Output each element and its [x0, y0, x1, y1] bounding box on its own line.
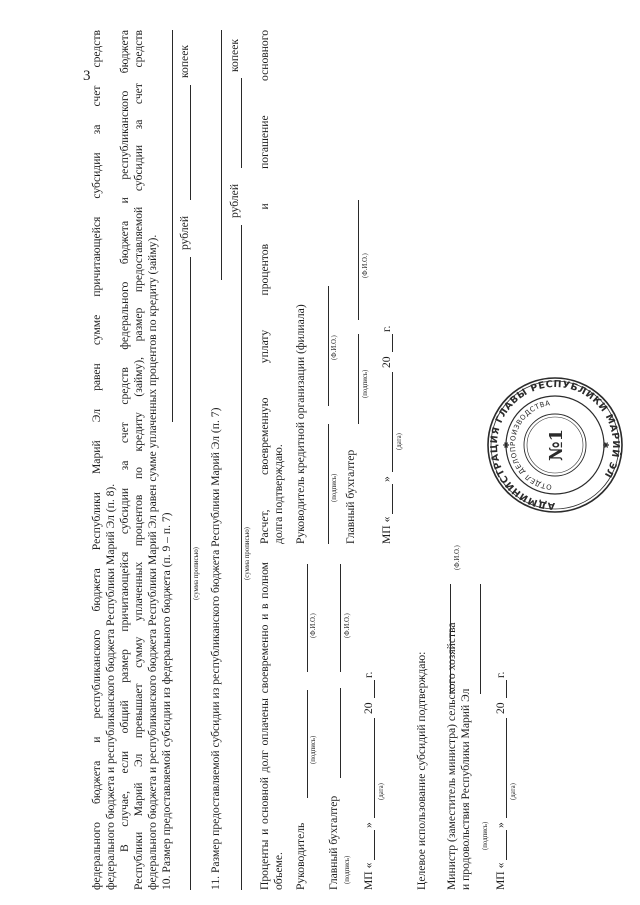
right-year-line	[392, 334, 393, 352]
left-year-prefix: 20	[362, 702, 375, 714]
seal-star-icon-top: ✱	[502, 441, 511, 449]
right-quote: »	[380, 476, 393, 482]
item-11-kop-line	[241, 78, 242, 168]
item-11-rub: рублей	[228, 183, 241, 218]
usage-year-prefix: 20	[494, 702, 507, 714]
right-confirm-1: Расчет, своевременную уплату процентов и погашение основного	[258, 30, 271, 544]
minister-line-1: Министр (заместитель министра) сельского хозяйства	[445, 622, 458, 890]
left-confirm-2: объеме.	[272, 852, 285, 890]
usage-year-suffix: г.	[494, 671, 507, 678]
seal-ring-text: АДМИНИСТРАЦИЯ ГЛАВЫ РЕСПУБЛИКИ МАРИЙ ЭЛ	[488, 378, 622, 512]
left-date-caption: (дата)	[378, 783, 385, 800]
right-acc-fio-line	[358, 200, 359, 320]
seal-star-icon: ✱	[602, 441, 611, 449]
right-head-sign-line	[328, 424, 329, 544]
item-11-line-b	[241, 225, 242, 890]
item-11-caption: (сумма прописью)	[244, 527, 251, 580]
left-head-fio-line	[307, 564, 308, 672]
left-acc-fio-caption: (Ф.И.О.)	[344, 613, 351, 638]
right-head-fio-caption: (Ф.И.О.)	[331, 335, 338, 360]
left-quote: »	[362, 822, 375, 828]
item-10-kop: копеек	[178, 45, 191, 78]
document-body	[90, 30, 640, 890]
para-line-5: федерального бюджета и республиканского бюджета Республики Марий Эл равен сумме уплаченных процентов по кредиту (займу).	[146, 234, 159, 890]
item-11-label: 11. Размер предоставляемой субсидии из республиканского бюджета Республики Марий Эл (п. 7)	[209, 407, 222, 890]
left-mp: МП «	[362, 862, 375, 890]
usage-sign-line	[450, 584, 451, 694]
item-10-caption: (сумма прописью)	[193, 547, 200, 600]
item-10-rub: рублей	[178, 215, 191, 250]
right-acc-sign-caption: (подпись)	[362, 369, 369, 398]
usage-date-caption: (дата)	[510, 783, 517, 800]
right-day-line	[392, 484, 393, 514]
seal-inner-text: ОТДЕЛ ДЕЛОПРОИЗВОДСТВА	[508, 399, 553, 491]
right-year-prefix: 20	[380, 356, 393, 368]
usage-year-line	[506, 680, 507, 698]
item-10-line-b	[190, 257, 191, 890]
left-head-label: Руководитель	[294, 822, 307, 890]
para-line-3: В случае, если общий размер причитающейся субсидии за счет средств федерального бюджета и республиканского бюджета	[118, 30, 131, 852]
right-year-suffix: г.	[380, 325, 393, 332]
usage-sign-caption: (подпись)	[482, 821, 489, 850]
right-confirm-2: долга подтверждаю.	[272, 444, 285, 544]
minister-line-2: и продовольствия Республики Марий Эл	[459, 688, 472, 890]
left-year-line	[374, 680, 375, 698]
left-acc-fio-line	[340, 564, 341, 672]
left-accountant-label: Главный бухгалтер	[327, 795, 340, 890]
right-mp: МП «	[380, 516, 393, 544]
item-10-line-a	[172, 30, 173, 422]
left-year-suffix: г.	[362, 671, 375, 678]
usage-fio-line	[480, 584, 481, 694]
round-seal-stamp	[485, 375, 625, 515]
left-month-line	[374, 718, 375, 818]
left-head-sign-line	[307, 690, 308, 798]
item-11-line-a	[221, 30, 222, 280]
page-number: 3	[83, 68, 91, 84]
item-10-kop-line	[190, 85, 191, 200]
left-head-sign-caption: (подпись)	[310, 735, 317, 764]
right-accountant-label: Главный бухгалтер	[344, 449, 357, 544]
right-head-sign-caption: (подпись)	[331, 473, 338, 502]
right-head-label: Руководитель кредитной организации (филиала)	[294, 304, 307, 544]
left-day-line	[374, 830, 375, 860]
para-line-1: федерального бюджета и республиканского бюджета Республики Марий Эл равен сумме причитающейся субсидии за счет средств	[90, 30, 103, 890]
right-month-line	[392, 372, 393, 472]
item-10-label: 10. Размер предоставляемой субсидии из федерального бюджета (п. 9 – п. 7)	[160, 512, 173, 890]
item-11-kop: копеек	[228, 39, 241, 72]
left-acc-sign-caption: (подпись)	[344, 855, 351, 884]
left-confirm-1: Проценты и основной долг оплачены своевременно и в полном	[258, 562, 271, 890]
para-line-4: Республики Марий Эл превышает сумму уплаченных процентов по кредиту (займу), размер предоставляемой субсидии за счет средств	[132, 30, 145, 890]
usage-confirm: Целевое использование субсидий подтверждаю:	[415, 651, 428, 890]
usage-day-line	[506, 830, 507, 860]
right-date-caption: (дата)	[396, 433, 403, 450]
left-acc-sign-line	[340, 688, 341, 778]
left-head-fio-caption: (Ф.И.О.)	[310, 613, 317, 638]
usage-fio-caption: (Ф.И.О.)	[454, 545, 461, 570]
usage-quote: »	[494, 822, 507, 828]
right-head-fio-line	[328, 286, 329, 406]
para-line-2: федерального бюджета и республиканского бюджета Республики Марий Эл (п. 8).	[104, 483, 117, 890]
seal-center-number: №1	[546, 428, 567, 462]
usage-month-line	[506, 718, 507, 818]
right-acc-fio-caption: (Ф.И.О.)	[362, 253, 369, 278]
right-acc-sign-line	[358, 334, 359, 424]
usage-mp: МП «	[494, 862, 507, 890]
